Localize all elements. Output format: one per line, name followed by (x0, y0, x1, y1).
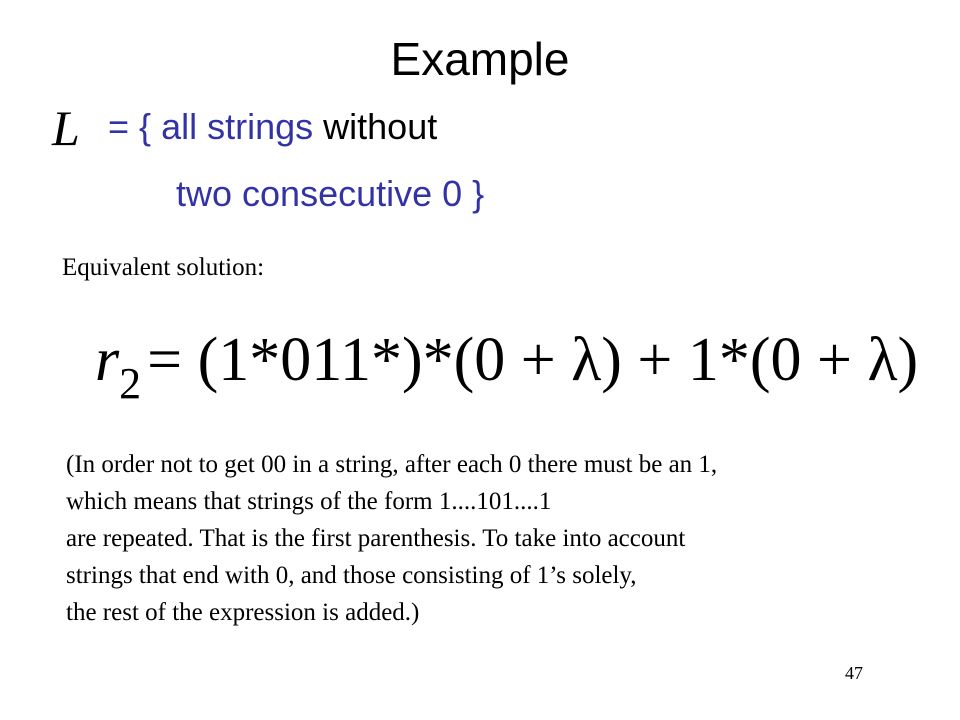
definition-equals-open: = { (108, 106, 152, 147)
explanation-line: (In order not to get 00 in a string, after each 0 there must be an 1, (66, 451, 718, 478)
explanation-text (66, 446, 946, 631)
language-symbol: L (52, 100, 80, 156)
equivalent-solution-label: Equivalent solution: (62, 254, 265, 281)
formula-expression: = (1*011*)*(0 + λ) + 1*(0 + λ) (147, 326, 919, 394)
definition-line-1 (108, 105, 437, 149)
slide-title: Example (390, 33, 570, 85)
definition-line-2: two consecutive 0 } (176, 173, 485, 214)
explanation-line: the rest of the expression is added.) (66, 599, 420, 626)
page-number: 47 (845, 663, 863, 683)
definition-all-strings: all strings (161, 106, 314, 147)
explanation-line: are repeated. That is the first parenthesis. To take into account (66, 525, 686, 552)
explanation-line: which means that strings of the form 1....101....1 (66, 488, 552, 515)
formula-subscript: 2 (119, 359, 142, 408)
explanation-line: strings that end with 0, and those consisting of 1’s solely, (66, 562, 637, 589)
formula-variable: r (95, 326, 120, 394)
regex-formula (95, 320, 918, 424)
definition-without: without (323, 106, 438, 147)
